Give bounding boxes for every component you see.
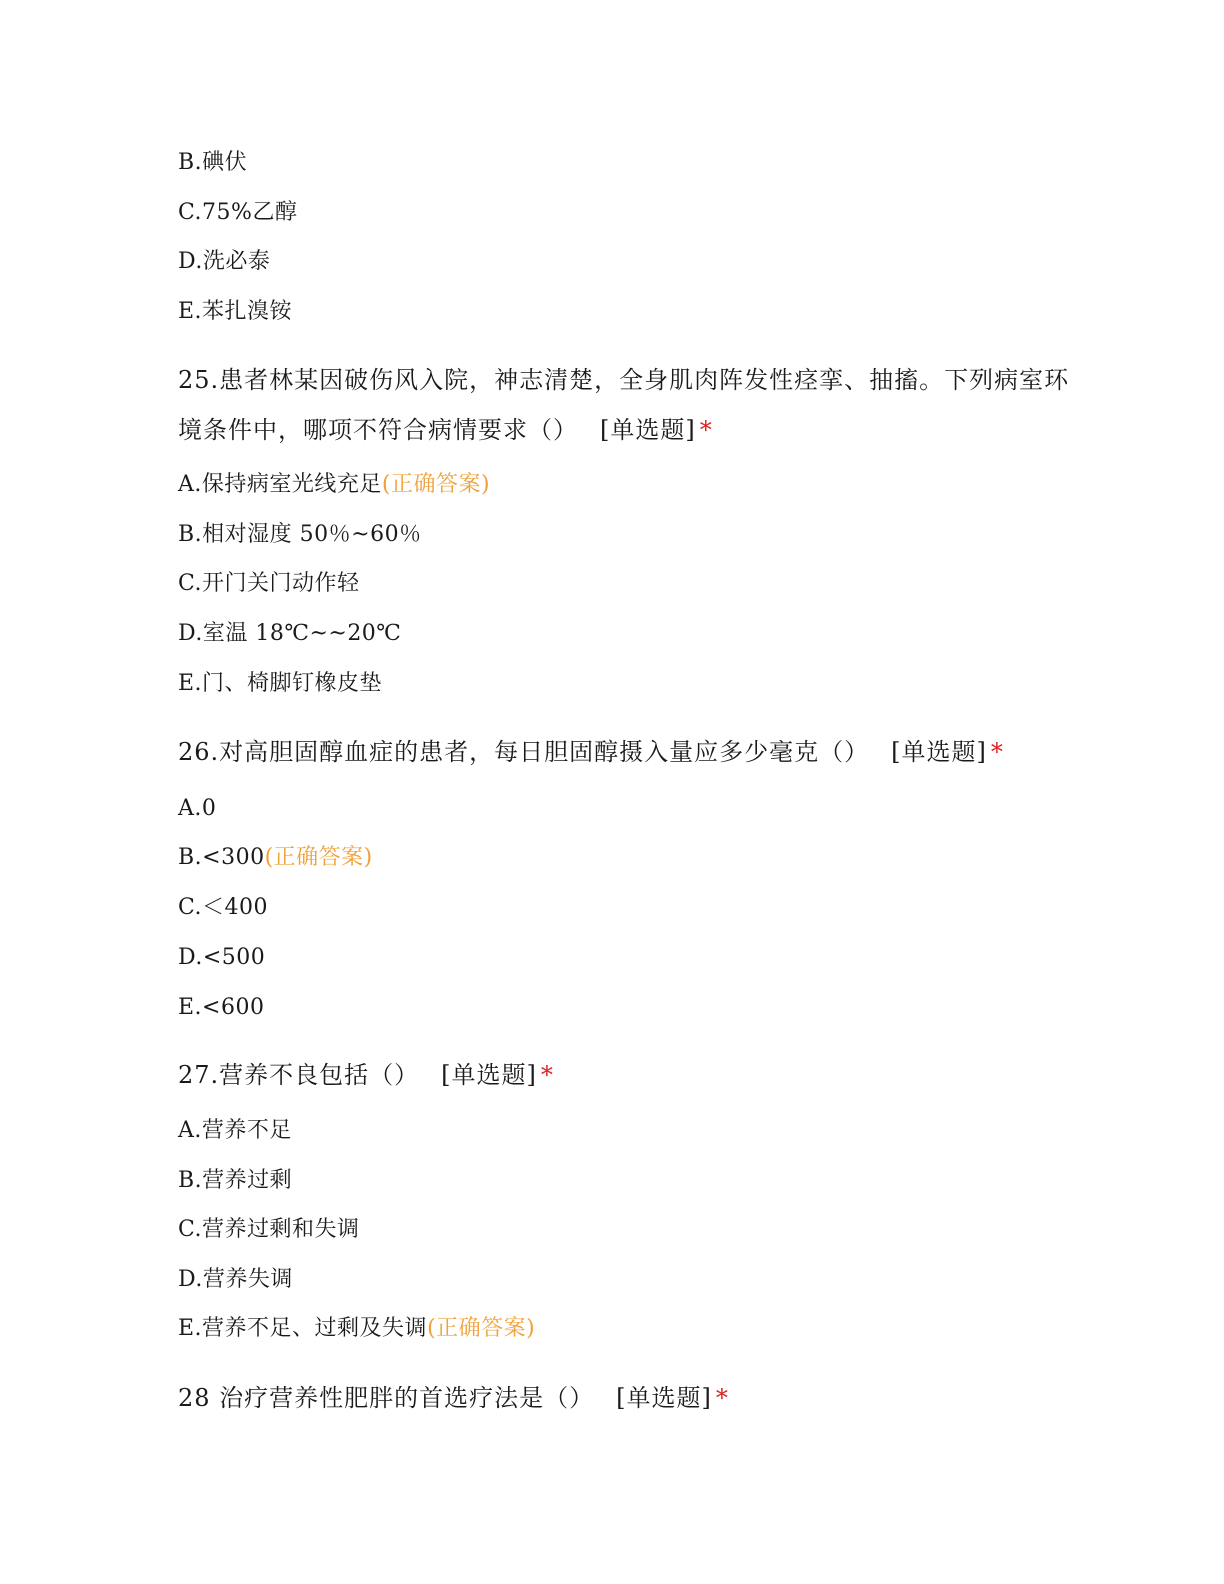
q26-option-c: C.＜400 [178,895,269,920]
q25-option-a [178,474,490,496]
q27-option-c: C.营养过剩和失调 [178,1217,360,1242]
option-text: E.营养不足、过剩及失调 [178,1316,428,1341]
correct-answer-tag: (正确答案) [427,1316,536,1341]
question-28 [178,1386,729,1410]
q25-option-d: D.室温 18℃~~20℃ [178,621,402,646]
q27-option-a: A.营养不足 [178,1118,292,1143]
correct-answer-tag: (正确答案) [381,472,491,497]
correct-answer-tag: (正确答案) [264,845,373,870]
question-26 [178,740,1004,764]
required-marker: * [990,738,1004,766]
required-marker: * [540,1061,554,1089]
option-b-prev: B.碘伏 [178,150,248,175]
q26-option-d: D.<500 [178,945,266,970]
required-marker: * [699,416,713,444]
q25-option-c: C.开门关门动作轻 [178,571,360,596]
option-text: B.<300 [178,845,265,870]
question-28-text: 28 治疗营养性肥胖的首选疗法是（） [178,1384,595,1412]
q27-option-d: D.营养失调 [178,1267,293,1292]
question-25-line1: 25.患者林某因破伤风入院，神志清楚，全身肌肉阵发性痉挛、抽搐。下列病室环 [178,366,1070,394]
q26-option-b [178,847,373,869]
question-26-text: 26.对高胆固醇血症的患者，每日胆固醇摄入量应多少毫克（） [178,738,870,766]
question-25-line2 [178,418,713,442]
q26-option-a: A.0 [178,796,217,821]
q25-option-e: E.门、椅脚钉橡皮垫 [178,671,383,696]
q27-option-e [178,1318,535,1340]
option-text: A.保持病室光线充足 [178,472,382,497]
q25-option-b: B.相对湿度 50％~60％ [178,522,422,547]
question-type-label: [单选题] [891,738,987,766]
q27-option-b: B.营养过剩 [178,1168,293,1193]
q26-option-e: E.<600 [178,995,265,1020]
question-type-label: [单选题] [441,1061,537,1089]
question-27-text: 27.营养不良包括（） [178,1061,420,1089]
option-d-prev: D.洗必泰 [178,249,271,274]
option-c-prev: C.75%乙醇 [178,200,298,225]
question-type-label: [单选题] [616,1384,712,1412]
required-marker: * [715,1384,729,1412]
option-e-prev: E.苯扎溴铵 [178,299,293,324]
question-25-text: 境条件中，哪项不符合病情要求（） [178,416,578,444]
question-type-label: [单选题] [600,416,696,444]
question-27 [178,1063,554,1087]
